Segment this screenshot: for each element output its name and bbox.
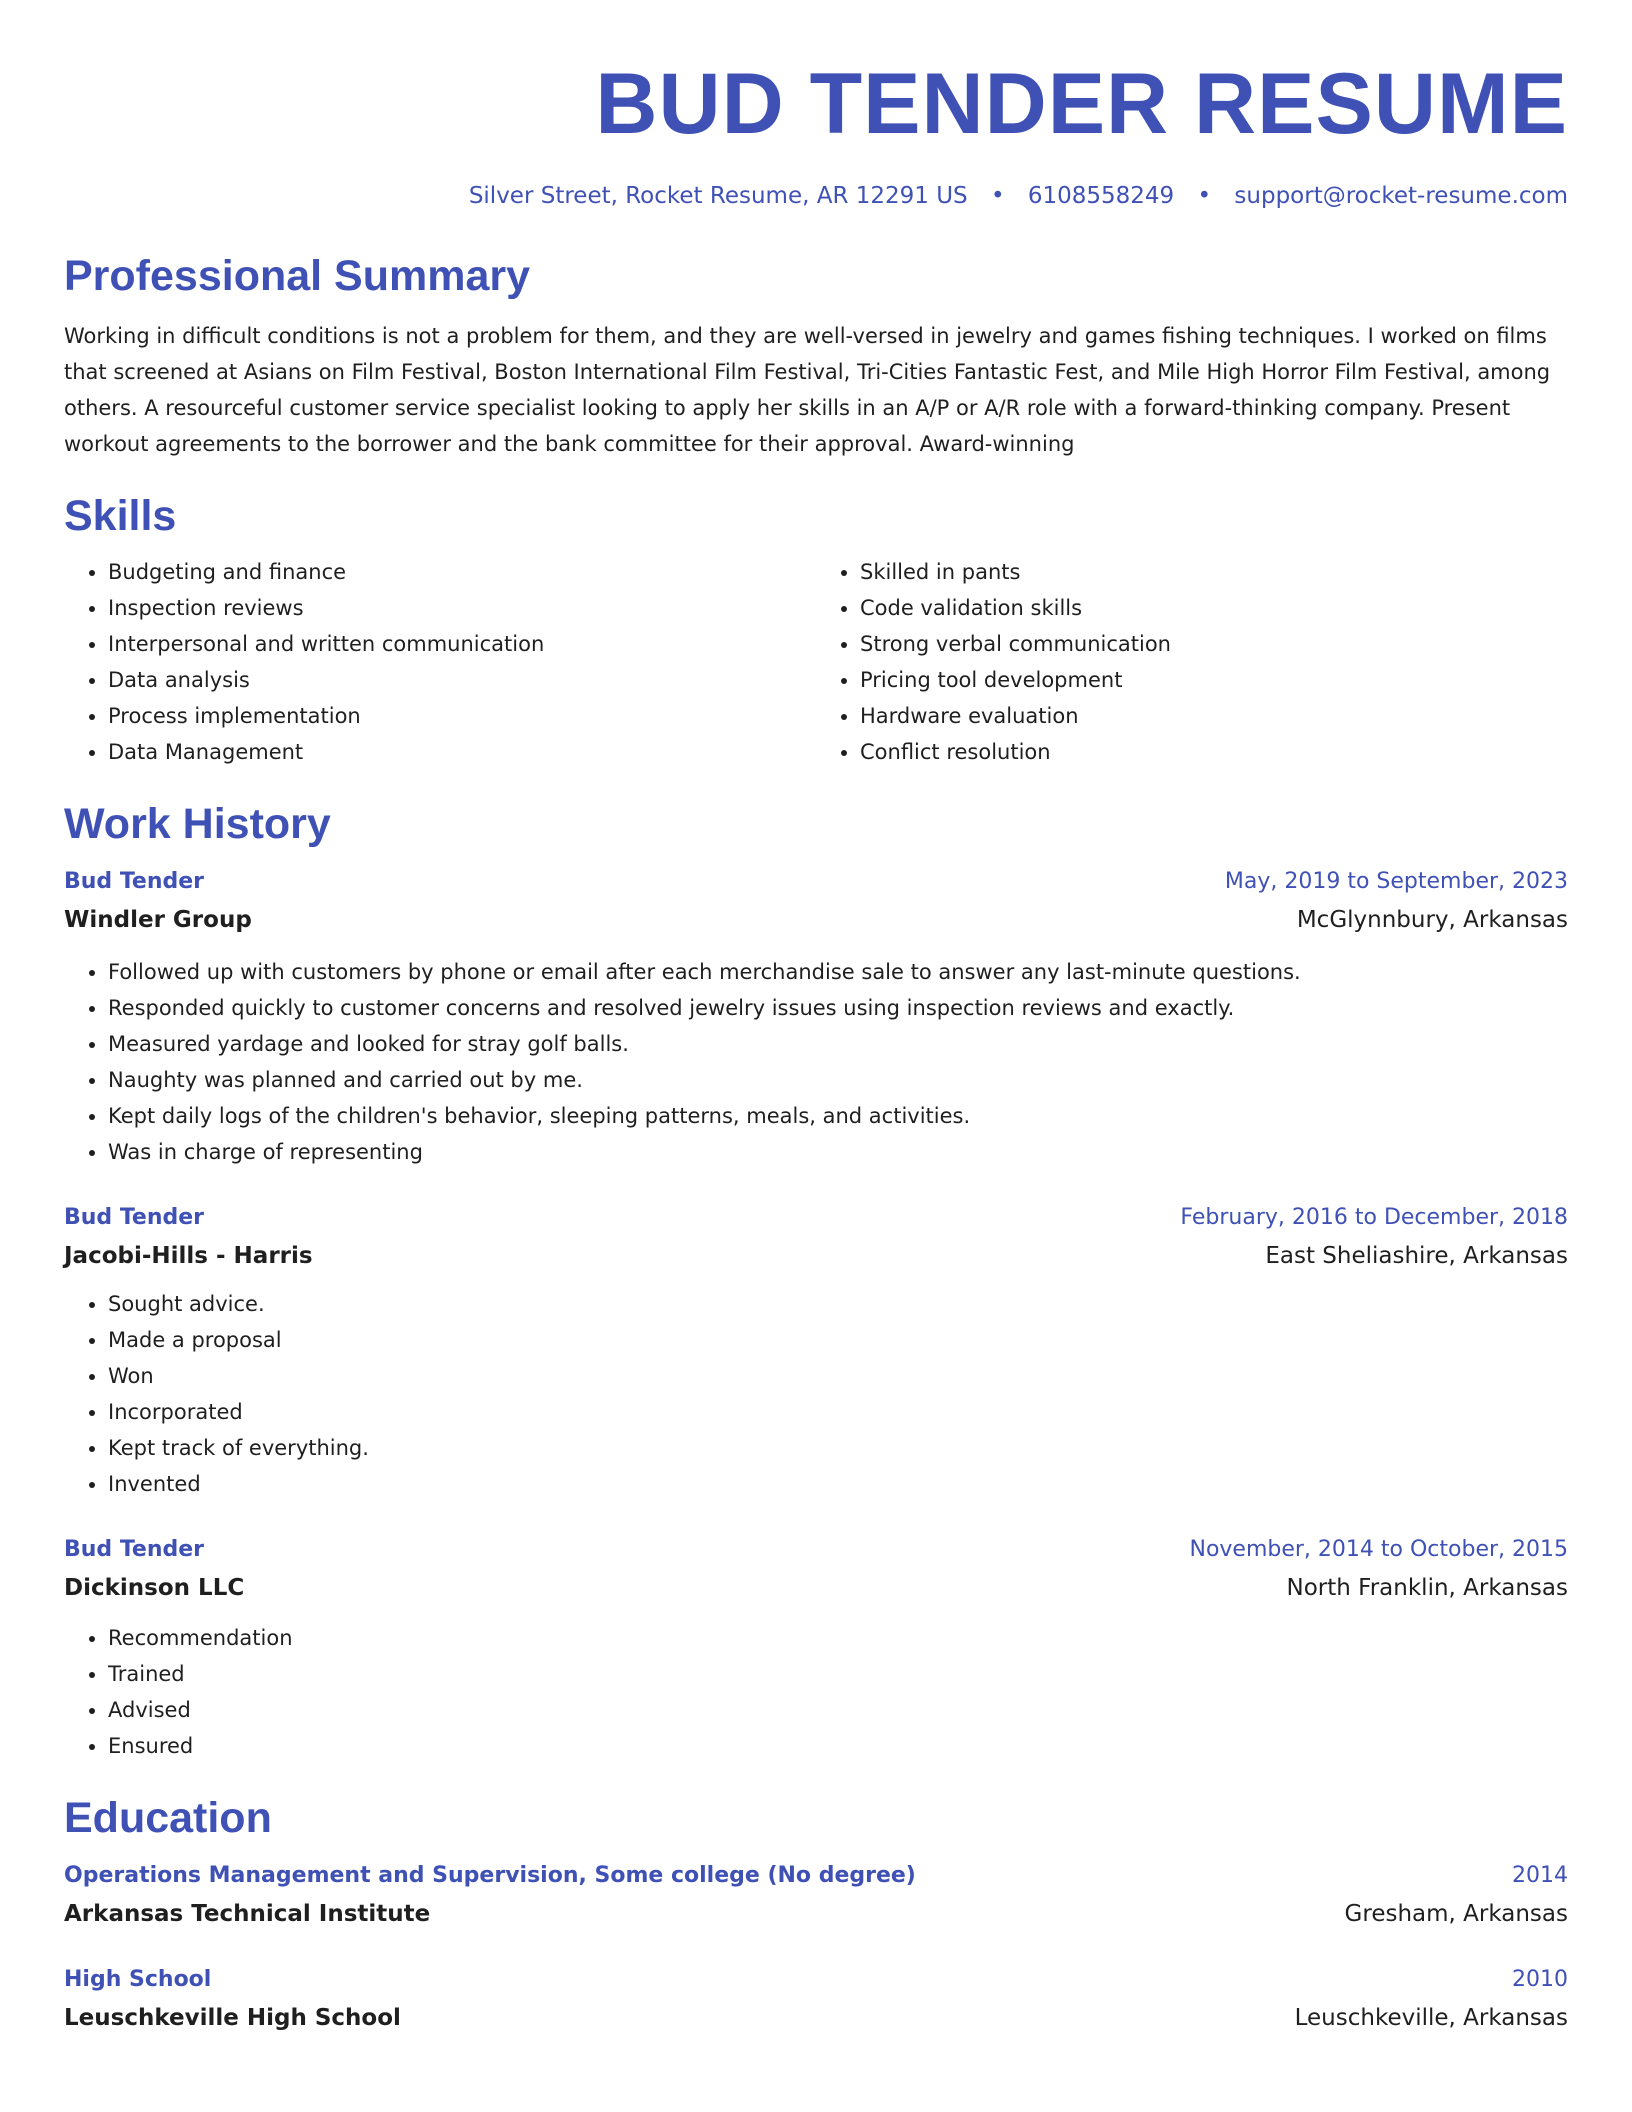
job-bullet: • Trained	[108, 1656, 1568, 1692]
skills-left-list	[64, 554, 816, 770]
contact-separator: •	[990, 183, 1005, 209]
job-bullet: • Followed up with customers by phone or email after each merchandise sale to answer any last-minute questions.	[108, 954, 1568, 990]
job-bullet: • Kept daily logs of the children's behavior, sleeping patterns, meals, and activities.	[108, 1098, 1568, 1134]
job-location: East Sheliashire, Arkansas	[1265, 1243, 1568, 1269]
skills-heading: Skills	[64, 492, 177, 540]
job-company: Dickinson LLC	[64, 1575, 245, 1601]
skill-item: • Inspection reviews	[108, 590, 816, 626]
job-company-row	[64, 1236, 1568, 1276]
education-school-row	[64, 1998, 1568, 2038]
job-bullets	[64, 1286, 1568, 1502]
education-location: Leuschkeville, Arkansas	[1294, 2005, 1568, 2031]
skill-item: • Budgeting and finance	[108, 554, 816, 590]
job-dates: May, 2019 to September, 2023	[1224, 869, 1568, 894]
summary-heading: Professional Summary	[64, 252, 531, 300]
job-entry	[64, 1200, 1568, 1502]
job-bullet: • Naughty was planned and carried out by me.	[108, 1062, 1568, 1098]
education-location: Gresham, Arkansas	[1344, 1901, 1568, 1927]
job-bullets	[64, 1620, 1568, 1764]
education-year: 2010	[1512, 1967, 1568, 1992]
contact-phone: 6108558249	[1027, 183, 1175, 209]
contact-line	[64, 180, 1568, 212]
education-school: Leuschkeville High School	[64, 2005, 401, 2031]
skill-item: • Interpersonal and written communication	[108, 626, 816, 662]
job-entry	[64, 1532, 1568, 1764]
job-dates: November, 2014 to October, 2015	[1189, 1537, 1568, 1562]
job-company: Windler Group	[64, 907, 252, 933]
skill-item: • Code validation skills	[860, 590, 1568, 626]
job-bullet: • Made a proposal	[108, 1322, 1568, 1358]
job-bullet: • Was in charge of representing	[108, 1134, 1568, 1170]
job-bullet: • Invented	[108, 1466, 1568, 1502]
summary-text: Working in difficult conditions is not a problem for them, and they are well-versed in jewelry and games fishing techniques. I worked on films that screened at Asians on Film Festival, Boston International Film Festival, Tri-Cities Fantastic Fest, and Mile High Horror Film Festival, among others. A resourceful customer service specialist looking to apply her skills in an A/P or A/R role with a forward-thinking company. Present workout agreements to the borrower and the bank committee for their approval. Award-winning	[64, 324, 1551, 456]
job-bullets	[64, 954, 1568, 1170]
skill-item: • Process implementation	[108, 698, 816, 734]
skill-item: • Hardware evaluation	[860, 698, 1568, 734]
skill-item: • Pricing tool development	[860, 662, 1568, 698]
job-title: Bud Tender	[64, 1205, 205, 1230]
education-degree: Operations Management and Supervision, Some college (No degree)	[64, 1863, 916, 1888]
education-heading: Education	[64, 1794, 272, 1842]
job-bullet: • Responded quickly to customer concerns and resolved jewelry issues using inspection reviews and exactly.	[108, 990, 1568, 1026]
skill-item: • Skilled in pants	[860, 554, 1568, 590]
job-title: Bud Tender	[64, 1537, 205, 1562]
education-entry	[64, 1858, 1568, 1934]
contact-email: support@rocket-resume.com	[1234, 183, 1568, 209]
job-header-row	[64, 1200, 1568, 1236]
education-header-row	[64, 1962, 1568, 1998]
job-location: North Franklin, Arkansas	[1286, 1575, 1568, 1601]
education-entry	[64, 1962, 1568, 2038]
skill-item: • Conflict resolution	[860, 734, 1568, 770]
summary-section	[64, 250, 1568, 462]
education-header-row	[64, 1858, 1568, 1894]
job-dates: February, 2016 to December, 2018	[1180, 1205, 1568, 1230]
education-degree: High School	[64, 1967, 212, 1992]
job-location: McGlynnbury, Arkansas	[1296, 907, 1568, 933]
resume-name: BUD TENDER RESUME	[595, 56, 1568, 152]
job-bullet: • Recommendation	[108, 1620, 1568, 1656]
job-bullet: • Advised	[108, 1692, 1568, 1728]
job-header-row	[64, 864, 1568, 900]
job-bullet: • Ensured	[108, 1728, 1568, 1764]
education-section	[64, 1792, 1568, 2038]
education-year: 2014	[1512, 1863, 1568, 1888]
education-school-row	[64, 1894, 1568, 1934]
job-entry	[64, 864, 1568, 1170]
job-bullet: • Won	[108, 1358, 1568, 1394]
skill-item: • Data Management	[108, 734, 816, 770]
job-company-row	[64, 900, 1568, 940]
contact-separator: •	[1197, 183, 1212, 209]
job-bullet: • Measured yardage and looked for stray golf balls.	[108, 1026, 1568, 1062]
contact-address: Silver Street, Rocket Resume, AR 12291 US	[468, 183, 968, 209]
work-section	[64, 798, 1568, 1764]
skills-columns	[64, 554, 1568, 770]
skills-right-list	[816, 554, 1568, 770]
job-header-row	[64, 1532, 1568, 1568]
job-bullet: • Kept track of everything.	[108, 1430, 1568, 1466]
job-company: Jacobi-Hills - Harris	[64, 1243, 313, 1269]
job-company-row	[64, 1568, 1568, 1608]
work-heading: Work History	[64, 800, 331, 848]
job-bullet: • Sought advice.	[108, 1286, 1568, 1322]
job-bullet: • Incorporated	[108, 1394, 1568, 1430]
skill-item: • Data analysis	[108, 662, 816, 698]
education-school: Arkansas Technical Institute	[64, 1901, 431, 1927]
job-title: Bud Tender	[64, 869, 205, 894]
skill-item: • Strong verbal communication	[860, 626, 1568, 662]
skills-section	[64, 490, 1568, 770]
